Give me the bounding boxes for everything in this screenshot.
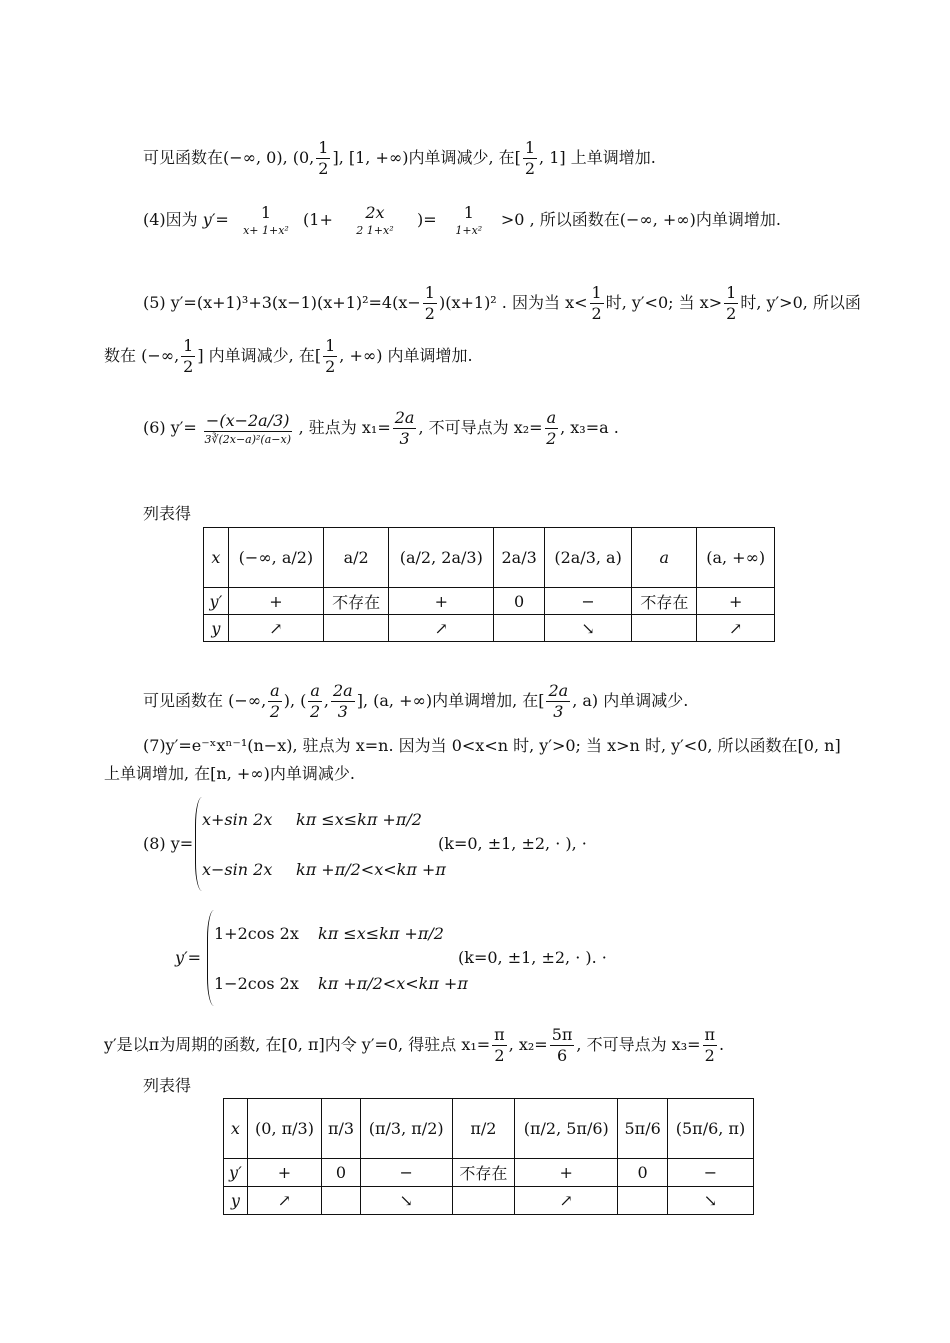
fraction: 1 x+ 1+x² (243, 203, 289, 237)
table-label-2: 列表得 (143, 1076, 192, 1095)
text: , 驻点为 x₁= (298, 418, 391, 437)
text-line-8 (143, 738, 841, 754)
text: ), ( (283, 691, 307, 710)
fraction-half: $\frac{1}{2}$ (524, 138, 536, 178)
text-line-5: (5) y′=(x+1)³+3(x−1)(x+1)²=4(x− $\frac{1}{2}$ )(x+1)² . 因为当 x< $\frac{1}{2}$ 时, y′<0; 当 x> $\frac{1}{2}$ 时, y′>0, 所以函 (143, 283, 861, 323)
text: , x₂= (508, 1035, 548, 1054)
table-row: y ↗ ↘ ↗ ↘ (224, 1187, 754, 1215)
table-row: y′ + 0 − 不存在 + 0 − (224, 1159, 754, 1187)
text: , 1] 上单调增加. (539, 148, 656, 167)
text: ] 内单调减少, 在[ (197, 346, 322, 365)
piecewise-yp-r2b: kπ +π/2<x<kπ +π (318, 974, 468, 993)
text: 可见函数在(−∞, 0), (0, (143, 148, 315, 167)
text: , 不可导点为 x₂= (418, 418, 543, 437)
text: 时, y′>0, 所以函 (740, 293, 861, 312)
text: ⁻ˣxⁿ⁻¹(n−x), 驻点为 x=n. 因为当 0<x<n 时, y′>0; 当 x>n 时, y′<0, 所以函数在[0, n] (201, 736, 841, 755)
table-label-1: 列表得 (143, 504, 192, 523)
text: 上单调增加, 在[n, +∞)内单调减少. (104, 764, 355, 783)
fraction-half: $\frac{1}{2}$ (318, 138, 329, 178)
text-line-1 (143, 140, 656, 177)
text: ], [1, +∞)内单调减少, 在[ (332, 148, 521, 167)
piecewise-yp-lead: y′= (175, 948, 202, 967)
fraction: 1 1+x² (455, 203, 483, 237)
table-2 (223, 1098, 754, 1215)
text: 数在 (−∞, (104, 346, 180, 365)
text: (4)因为 (143, 210, 198, 229)
text: )(x+1)² . 因为当 x< (438, 293, 588, 312)
fraction: −(x−2a/3) 3∛(2x−a)²(a−x) (204, 410, 291, 446)
text: y′是以π为周期的函数, 在[0, π]内令 y′=0, 得驻点 x₁= (104, 1035, 491, 1054)
table-row: x (0, π/3) π/3 (π/3, π/2) π/2 (π/2, 5π/6) 5π/6 (5π/6, π) (224, 1099, 754, 1159)
text: , +∞) 内单调增加. (339, 346, 473, 365)
text: 时, y′<0; 当 x> (605, 293, 723, 312)
text: >0 , 所以函数在(−∞, +∞)内单调增加. (500, 210, 781, 229)
text: , a) 内单调减少. (572, 691, 689, 710)
brace (195, 797, 202, 891)
text: (5) y′=(x+1)³+3(x−1)(x+1)²=4(x− (143, 293, 421, 312)
table-row: x (−∞, a/2) a/2 (a/2, 2a/3) 2a/3 (2a/3, a) a (a, +∞) (204, 528, 775, 588)
table-row: y′ + 不存在 + 0 − 不存在 + (204, 588, 775, 615)
text: , 不可导点为 x₃= (576, 1035, 701, 1054)
text: , x₃=a . (560, 418, 619, 437)
piecewise-yp-r2a: 1−2cos 2x (214, 974, 299, 993)
text-line-11: y′是以π为周期的函数, 在[0, π]内令 y′=0, 得驻点 x₁= $\frac{\pi}{2}$ , x₂= $\frac{5\pi}{6}$ , 不可导点为 x₃= $\frac{\pi}{2}$ . (104, 1025, 725, 1065)
piecewise-y-r2b: kπ +π/2<x<kπ +π (296, 860, 446, 879)
text-line-4: (4)因为 y′= 1 x+ 1+x² (1+ 2x 2 1+x² )= 1 1+x² >0 , 所以函数在(−∞, +∞)内单调增加. (143, 203, 781, 237)
piecewise-yp-r1a: 1+2cos 2x (214, 924, 299, 943)
fraction: 2x 2 1+x² (356, 203, 394, 237)
table-1 (203, 527, 775, 642)
piecewise-yp-tail: (k=0, ±1, ±2, · ). · (458, 948, 607, 967)
text: 可见函数在 (−∞, (143, 691, 267, 710)
piecewise-y-r1b: kπ ≤x≤kπ +π/2 (296, 810, 422, 829)
text: (7)y′=e (143, 736, 202, 755)
piecewise-y-lead: (8) y= (143, 834, 194, 853)
piecewise-y-r1a: x+sin 2x (202, 810, 273, 829)
brace (207, 910, 214, 1006)
text: (6) y′= (143, 418, 197, 437)
text-line-6: (6) y′= −(x−2a/3) 3∛(2x−a)²(a−x) , 驻点为 x₁= $\frac{2a}{3}$ , 不可导点为 x₂= $\frac{a}{2}$ , x₃=a . (143, 408, 619, 448)
text-line-8b (104, 766, 355, 782)
piecewise-y-r2a: x−sin 2x (202, 860, 273, 879)
text: (1+ (303, 210, 333, 229)
piecewise-yp-r1b: kπ ≤x≤kπ +π/2 (318, 924, 444, 943)
piecewise-y-tail: (k=0, ±1, ±2, · ), · (438, 834, 587, 853)
text: . (719, 1035, 725, 1054)
text-line-7: 可见函数在 (−∞, $\frac{a}{2}$ ), ( $\frac{a}{2}$ , $\frac{2a}{3}$ ], (a, +∞)内单调增加, 在[ $\frac{2a}{3}$ , a) 内单调减少. (143, 681, 689, 721)
table-row: y ↗ ↗ ↘ ↗ (204, 615, 775, 642)
text: )= (417, 210, 437, 229)
text: ], (a, +∞)内单调增加, 在[ (356, 691, 545, 710)
text-line-5b: 数在 (−∞, $\frac{1}{2}$ ] 内单调减少, 在[ $\frac{1}{2}$ , +∞) 内单调增加. (104, 336, 473, 376)
